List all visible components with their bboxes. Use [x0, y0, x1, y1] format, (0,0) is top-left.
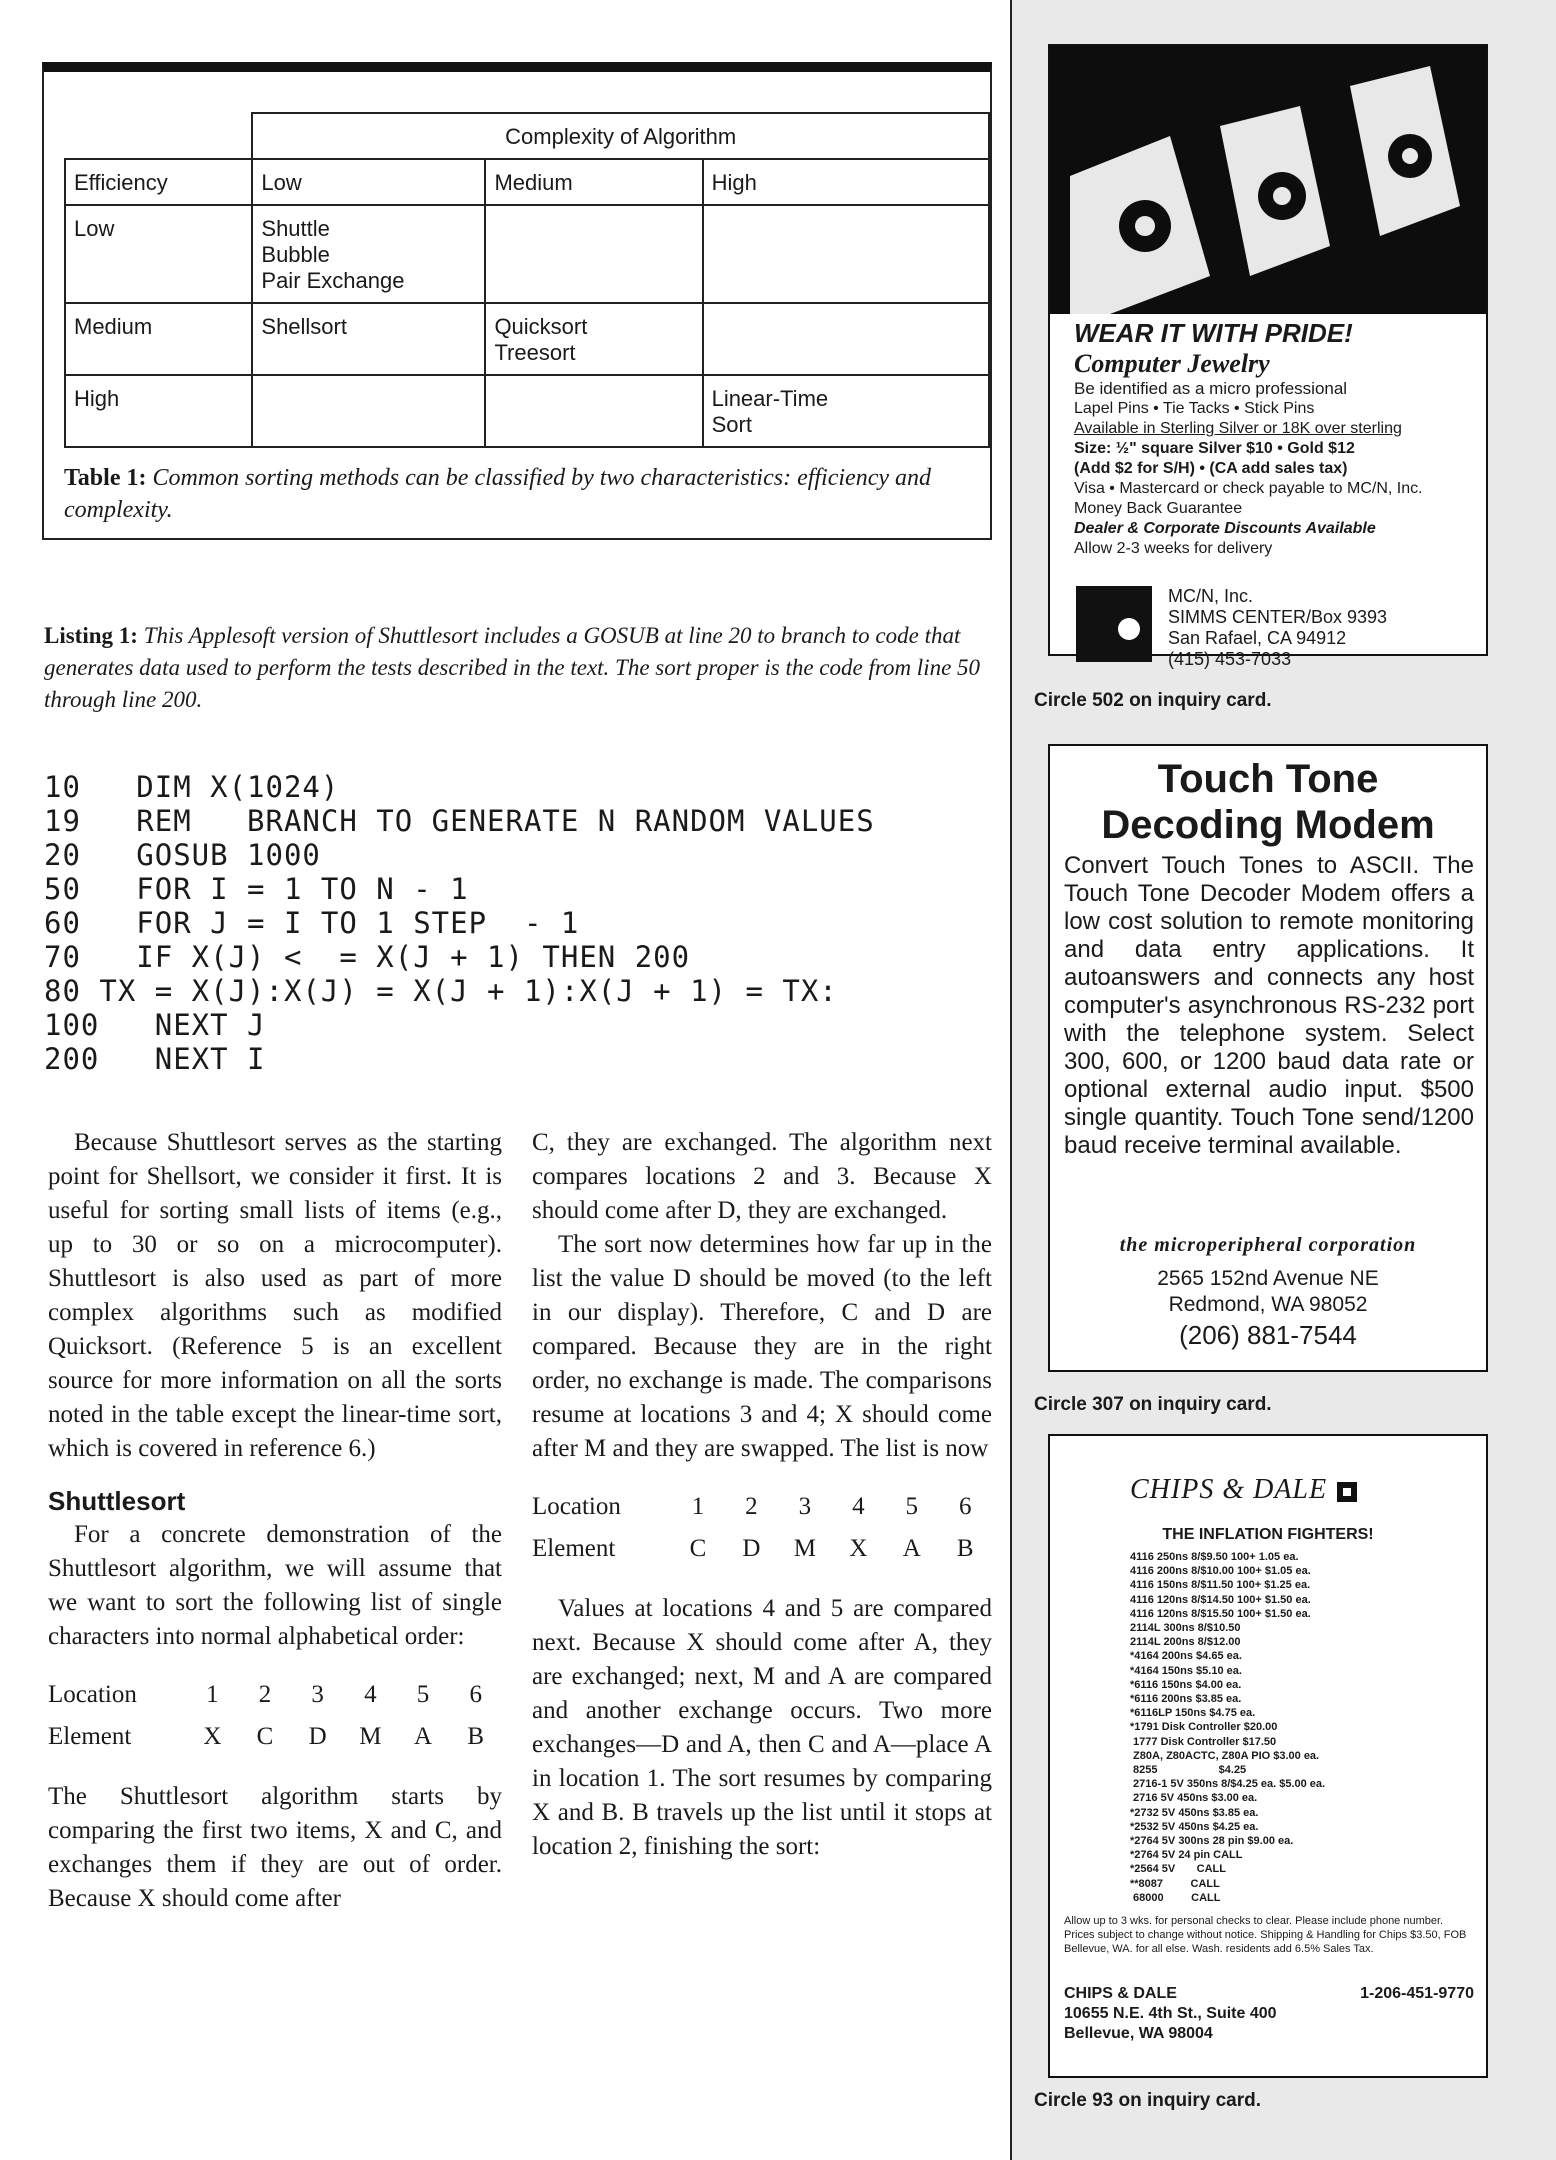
floppy-disk-photo — [1050, 46, 1486, 314]
list-item: 2114L 200ns 8/$12.00 — [1130, 1636, 1241, 1649]
list-item: 2716 5V 450ns $3.00 ea. — [1130, 1792, 1258, 1805]
table-cell: Linear-Time Sort — [703, 375, 989, 447]
ad-touch-tone-modem — [1048, 744, 1488, 1372]
table-cell: Shellsort — [252, 303, 485, 375]
list-item: *1791 Disk Controller $20.00 — [1130, 1721, 1278, 1734]
list-item: *6116 150ns $4.00 ea. — [1130, 1678, 1242, 1691]
table-col-low: Low — [252, 159, 485, 205]
table-col-medium: Medium — [485, 159, 702, 205]
paragraph: Values at locations 4 and 5 are compared next. Because X should come after A, they are exchanged; next, M and A are compared and another exchange occurs. Two more exchanges—D and A, then C and A—place A in location 1. The sort resumes by comparing X and B. B travels up the list until it stops at location 2, finishing the sort: — [532, 1595, 992, 1860]
list-item: *2532 5V 450ns $4.25 ea. — [1130, 1820, 1259, 1833]
ad-modem-address: 2565 152nd Avenue NE Redmond, WA 98052 — [1157, 1267, 1379, 1316]
ad-chips-and-dale — [1048, 1434, 1488, 2078]
table-row — [65, 303, 989, 375]
list-item: 8255 $4.25 — [1130, 1764, 1247, 1777]
list-item: *4164 150ns $5.10 ea. — [1130, 1664, 1242, 1677]
location-table-initial: Location 1 2 3 4 5 6 Element X C D M A B — [48, 1681, 485, 1750]
list-item: **8087 CALL — [1130, 1877, 1220, 1890]
paragraph: The sort now determines how far up in the list the value D should be moved (to the left in our display). Therefore, C and D are compared. Because they are in the right order, no exchange is made. The comparisons resume at locations 3 and 4; X should come after M and they are swapped. The list is now — [532, 1231, 992, 1462]
floppy-disk-icon — [1050, 46, 1486, 314]
list-item: 1777 Disk Controller $17.50 — [1130, 1735, 1277, 1748]
circle-caption-93: Circle 93 on inquiry card. — [1034, 2090, 1262, 2111]
table-cell: Shuttle Bubble Pair Exchange — [252, 205, 485, 303]
list-item: *2764 5V 24 pin CALL — [1130, 1849, 1243, 1862]
column-divider — [1010, 0, 1012, 2160]
row-label: Medium — [65, 303, 252, 375]
circle-caption-502: Circle 502 on inquiry card. — [1034, 690, 1272, 711]
ad-chips-subtitle: THE INFLATION FIGHTERS! — [1162, 1526, 1374, 1543]
article-column-right — [532, 1126, 992, 1864]
paragraph: For a concrete demonstration of the Shuttlesort algorithm, we will assume that we want to sort the following list of single characters into normal alphabetical order: — [48, 1521, 502, 1650]
table-row — [65, 375, 989, 447]
ad-chips-contact: CHIPS & DALE 1-206-451-9770 10655 N.E. 4th St., Suite 400 Bellevue, WA 98004 — [1064, 1985, 1474, 2042]
listing-caption: Listing 1: This Applesoft version of Shuttlesort includes a GOSUB at line 20 to branch to code that generates data used to perform the tests described in the text. The sort proper is the code from line 50 through line 200. — [44, 623, 981, 712]
sorting-methods-table — [64, 112, 990, 448]
table-caption: Table 1: Common sorting methods can be classified by two characteristics: efficiency and complexity. — [64, 465, 932, 523]
list-item: *6116 200ns $3.85 ea. — [1130, 1693, 1242, 1706]
section-heading: Shuttlesort — [48, 1486, 186, 1516]
ad-computer-jewelry: WEAR IT WITH PRIDE! Computer Jewelry Be identified as a micro professional Lapel Pins • Tie Tacks • Stick Pins Available in Sterling Silver or 18K over sterling Size: ½" square Silver $10 • Gold $12 (Add $2 for S/H) • (CA add sales tax) Visa • Mastercard or check payable to MC/N, Inc. Money Back Guarantee Dealer & Corporate Discounts Available Allow 2-3 weeks for delivery MC/N, Inc. SIMMS CENTER/Box 9393 San Rafael, CA 94912 (415) 453-7033 — [1048, 44, 1488, 656]
ad-chips-note: Allow up to 3 wks. for personal checks to clear. Please include phone number. Prices subject to change without notice. Shipping & Handling for Chips $3.50, FOB Bellevue, WA. for all else. Wash. residents add 6.5% Sales Tax. — [1064, 1915, 1467, 1955]
table-header-group: Complexity of Algorithm — [252, 113, 989, 159]
ad-chips-price-list — [1130, 1550, 1470, 1905]
chip-icon — [1337, 1482, 1357, 1502]
ad-modem-title: Touch Tone Decoding Modem — [1101, 757, 1435, 847]
article-column-left — [48, 1126, 502, 1916]
list-item: 4116 200ns 8/$10.00 100+ $1.05 ea. — [1130, 1565, 1311, 1578]
table-col-efficiency: Efficiency — [65, 159, 252, 205]
list-item: 2716-1 5V 350ns 8/$4.25 ea. $5.00 ea. — [1130, 1778, 1326, 1791]
table-row — [65, 205, 989, 303]
circle-caption-307: Circle 307 on inquiry card. — [1034, 1394, 1272, 1415]
list-item: *2564 5V CALL — [1130, 1863, 1226, 1876]
list-item: 68000 CALL — [1130, 1891, 1221, 1904]
code-listing: 10 DIM X(1024) 19 REM BRANCH TO GENERATE N RANDOM VALUES 20 GOSUB 1000 50 FOR I = 1 TO N - 1 60 FOR J = I TO 1 STEP - 1 70 IF X(J) < = X(J + 1) THEN 200 80 TX = X(J):X(J) = X(J + 1):X(J + 1) = TX: 100 NEXT J 200 NEXT I — [44, 770, 875, 1076]
row-label: High — [65, 375, 252, 447]
list-item: Z80A, Z80ACTC, Z80A PIO $3.00 ea. — [1130, 1749, 1320, 1762]
list-item: *6116LP 150ns $4.75 ea. — [1130, 1707, 1256, 1720]
paragraph: C, they are exchanged. The algorithm next compares locations 2 and 3. Because X should come after D, they are exchanged. — [532, 1129, 992, 1224]
chips-dale-logo: CHIPS & DALE — [1130, 1474, 1357, 1506]
list-item: *2764 5V 300ns 28 pin $9.00 ea. — [1130, 1835, 1294, 1848]
ad-modem-body: Convert Touch Tones to ASCII. The Touch Tone Decoder Modem offers a low cost solution to remote monitoring and data entry applications. It autoanswers and connects any host computer's asynchronous RS-232 port with the telephone system. Select 300, 600, or 1200 baud data rate or optional external audio input. $500 single quantity. Touch Tone send/1200 baud receive terminal available. — [1064, 852, 1474, 1159]
list-item: 4116 120ns 8/$15.50 100+ $1.50 ea. — [1130, 1607, 1311, 1620]
table-cell: Quicksort Treesort — [485, 303, 702, 375]
paragraph: The Shuttlesort algorithm starts by comparing the first two items, X and C, and exchanges them if they are out of order. Because X should come after — [48, 1783, 502, 1912]
list-item: *2732 5V 450ns $3.85 ea. — [1130, 1806, 1259, 1819]
mcn-logo-icon — [1076, 586, 1152, 662]
paragraph: Because Shuttlesort serves as the starting point for Shellsort, we consider it first. It is useful for sorting small lists of items (e.g., up to 30 or so on a microcomputer). Shuttlesort is also used as part of more complex algorithms such as modified Quicksort. (Reference 5 is an excellent source for more information on all the sorts noted in the table except the linear-time sort, which is covered in reference 6.) — [48, 1129, 502, 1462]
ad-jewelry-copy: WEAR IT WITH PRIDE! Computer Jewelry Be identified as a micro professional Lapel Pins • Tie Tacks • Stick Pins Available in Sterling Silver or 18K over sterling Size: ½" square Silver $10 • Gold $12 (Add $2 for S/H) • (CA add sales tax) Visa • Mastercard or check payable to MC/N, Inc. Money Back Guarantee Dealer & Corporate Discounts Available Allow 2-3 weeks for delivery — [1074, 318, 1423, 557]
row-label: Low — [65, 205, 252, 303]
list-item: *4164 200ns $4.65 ea. — [1130, 1650, 1242, 1663]
ad-modem-phone: (206) 881-7544 — [1179, 1320, 1357, 1350]
table-1-box — [42, 62, 992, 540]
table-col-high: High — [703, 159, 989, 205]
list-item: 2114L 300ns 8/$10.50 — [1130, 1622, 1241, 1635]
list-item: 4116 120ns 8/$14.50 100+ $1.50 ea. — [1130, 1593, 1311, 1606]
ad-modem-company: the microperipheral corporation — [1119, 1234, 1417, 1256]
list-item: 4116 150ns 8/$11.50 100+ $1.25 ea. — [1130, 1579, 1311, 1592]
list-item: 4116 250ns 8/$9.50 100+ 1.05 ea. — [1130, 1551, 1299, 1563]
location-table-intermediate: Location 1 2 3 4 5 6 Element C D M X A B — [532, 1493, 974, 1562]
